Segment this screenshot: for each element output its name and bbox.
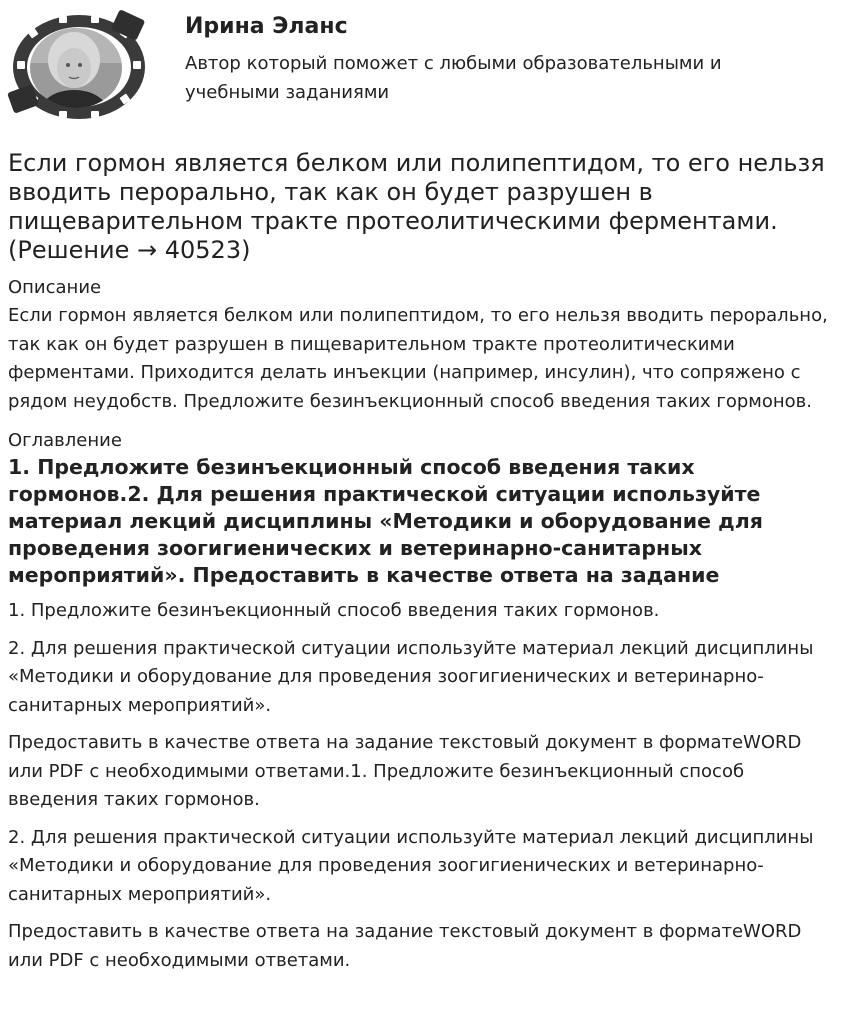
avatar	[6, 8, 152, 126]
author-name: Ирина Эланс	[185, 14, 348, 39]
page-title: Если гормон является белком или полипептидом, то его нельзя вводить перорально, так как он будет разрушен в пищеварительном тракте протеолитическими ферментами. (Решение → 40523)	[8, 149, 825, 264]
description-text: Если гормон является белком или полипептидом, то его нельзя вводить перорально, так как он будет разрушен в пищеварительном тракте протеолитическими ферментами. Приходится делать инъекции (например, инсулин), что сопряжено с рядом неудобств. Предложите безинъекционный способ введения таких гормонов.	[8, 305, 828, 412]
main-content	[8, 149, 838, 975]
content-paragraph: Предоставить в качестве ответа на задание текстовый документ в форматеWORD или PDF с необходимыми ответами.1. Предложите безинъекционный способ введения таких гормонов.	[8, 732, 802, 810]
description-label: Описание	[8, 277, 102, 298]
author-description: Автор который поможет с любыми образовательными и учебными заданиями	[185, 53, 722, 103]
content-paragraph: 2. Для решения практической ситуации используйте материал лекций дисциплины «Методики и оборудование для проведения зоогигиенических и ветеринарно-санитарных мероприятий».	[8, 826, 814, 905]
content-paragraph: Предоставить в качестве ответа на задание текстовый документ в форматеWORD или PDF с необходимыми ответами.	[8, 921, 802, 971]
author-header	[0, 0, 847, 140]
toc-label: Оглавление	[8, 430, 122, 451]
content-paragraph: 2. Для решения практической ситуации используйте материал лекций дисциплины «Методики и оборудование для проведения зоогигиенических и ветеринарно-санитарных мероприятий».	[8, 637, 814, 716]
content-paragraph: 1. Предложите безинъекционный способ введения таких гормонов.	[8, 600, 660, 621]
toc-heading: 1. Предложите безинъекционный способ введения таких гормонов.2. Для решения практической ситуации используйте материал лекций дисциплины «Методики и оборудование для проведения зоогигиенических и ветеринарно-санитарных мероприятий». Предоставить в качестве ответа на задание	[8, 455, 763, 587]
film-strip-avatar-icon	[6, 8, 152, 126]
